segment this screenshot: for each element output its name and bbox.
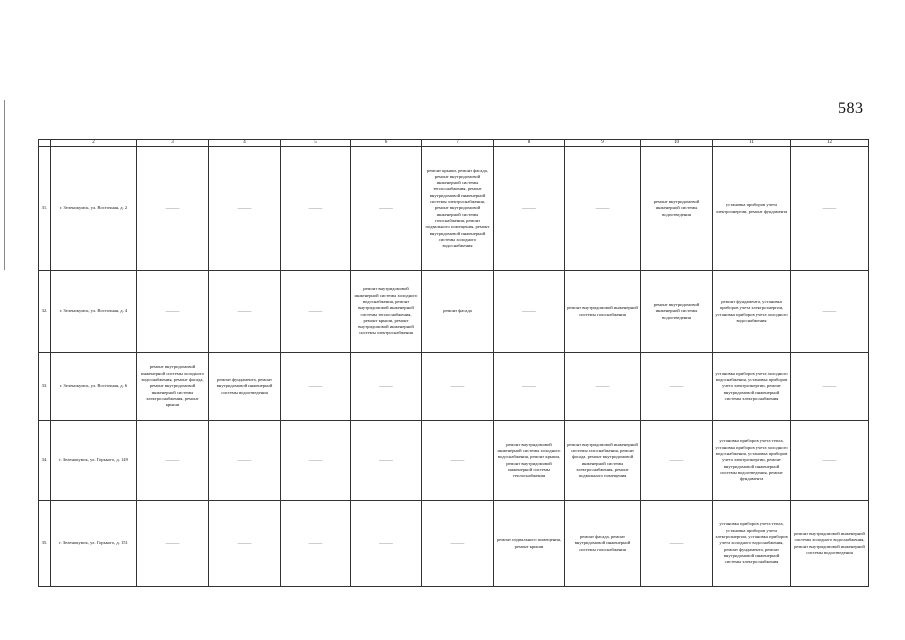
- table-cell: ремонт внутридомовой инженерной системы холодного водоснабжения, ремонт фасада, ремонт внутридомовой инженерной системы электроснабжения, ремонт крыши: [137, 353, 209, 421]
- row-number: 32.: [39, 271, 51, 353]
- row-number: 34.: [39, 421, 51, 501]
- header-cell: 9: [565, 140, 641, 147]
- table-cell: ремонт внутридомовой инженерной системы газоснабжения: [565, 271, 641, 353]
- header-cell: 11: [713, 140, 791, 147]
- table-cell: ———: [281, 271, 351, 353]
- row-number: 35.: [39, 501, 51, 587]
- page-number: 583: [838, 100, 864, 117]
- table-row: [39, 147, 869, 271]
- table-cell: ———: [422, 421, 494, 501]
- table-cell: ———: [422, 353, 494, 421]
- header-cell: 4: [209, 140, 281, 147]
- table-cell: ———: [565, 147, 641, 271]
- table-cell: ———: [791, 353, 869, 421]
- table-cell: ———: [281, 421, 351, 501]
- table-cell: ———: [281, 501, 351, 587]
- table-cell: ———: [137, 501, 209, 587]
- table-cell: ———: [494, 147, 565, 271]
- header-cell: 8: [494, 140, 565, 147]
- table-cell: ———: [137, 147, 209, 271]
- table-cell: ремонт фундамента, установка приборов учета электроэнергии, установка приборов учета холодного водоснабжения: [713, 271, 791, 353]
- table-cell: ремонт фундамента, ремонт внутридомовой инженерной системы водоотведения: [209, 353, 281, 421]
- header-cell: 3: [137, 140, 209, 147]
- table-cell: ———: [137, 421, 209, 501]
- row-number: 31.: [39, 147, 51, 271]
- table-cell: ———: [791, 271, 869, 353]
- table-row: [39, 353, 869, 421]
- table-cell: установка приборов учета электроэнергии, ремонт фундамента: [713, 147, 791, 271]
- table-cell: ———: [351, 147, 422, 271]
- table-cell: ———: [494, 271, 565, 353]
- table-cell: ———: [351, 353, 422, 421]
- table-cell: ремонт внутридомовой инженерной системы холодного водоснабжения, ремонт внутридомовой инженерной системы теплоснабжения, ремонт крыши, ремонт внутридомовой инженерной системы электроснабжения: [351, 271, 422, 353]
- table-cell: ———: [209, 501, 281, 587]
- table-cell: установка приборов учета тепла, установка приборов учета электроэнергии, установка приборов учета холодного водоснабжения, ремонт фундамента, ремонт внутридомовой инженерной системы электроснабжения: [713, 501, 791, 587]
- table-cell: ремонт внутридомовой инженерной системы газоснабжения, ремонт фасада, ремонт внутридомовой инженерной системы электроснабжения, ремонт подвального помещения: [565, 421, 641, 501]
- table-cell: ———: [641, 353, 713, 421]
- table-cell: ———: [351, 421, 422, 501]
- table-cell: ———: [641, 501, 713, 587]
- repair-schedule-table: [38, 139, 869, 587]
- table-row: [39, 271, 869, 353]
- binding-margin-line: [4, 100, 5, 270]
- table-cell: ———: [791, 147, 869, 271]
- address-cell: г. Зеленокумск, ул. Восточная, д. 6: [51, 353, 137, 421]
- table-cell: ремонт фасада: [422, 271, 494, 353]
- address-cell: г. Зеленокумск, ул. Восточная, д. 4: [51, 271, 137, 353]
- table-cell: ———: [137, 271, 209, 353]
- table-cell: установка приборов учета тепла, установка приборов учета холодного водоснабжения, установка приборов учета электроэнергии, ремонт внутридомовой инженерной системы водоотведения, ремонт фундамента: [713, 421, 791, 501]
- table-cell: ремонт подвального помещения, ремонт крыши: [494, 501, 565, 587]
- table-cell: ———: [422, 501, 494, 587]
- table-cell: ———: [351, 501, 422, 587]
- header-cell: 2: [51, 140, 137, 147]
- header-cell: 10: [641, 140, 713, 147]
- table-cell: ремонт фасада, ремонт внутридомовой инженерной системы газоснабжения: [565, 501, 641, 587]
- header-row: [39, 140, 869, 147]
- header-cell: 6: [351, 140, 422, 147]
- table-cell: ———: [494, 353, 565, 421]
- table-cell: ремонт внутридомовой инженерной системы холодного водоснабжения, ремонт крыши, ремонт внутридомовой инженерной системы теплоснабжения: [494, 421, 565, 501]
- table-cell: ———: [281, 353, 351, 421]
- table-body: [39, 140, 869, 587]
- table-cell: ———: [281, 147, 351, 271]
- table-cell: установка приборов учета холодного водоснабжения, установка приборов учета электроэнергии, ремонт внутридомовой инженерной системы электроснабжения: [713, 353, 791, 421]
- address-cell: г. Зеленокумск, ул. Восточная, д. 2: [51, 147, 137, 271]
- header-cell: 12: [791, 140, 869, 147]
- table-cell: ———: [209, 147, 281, 271]
- header-cell: [39, 140, 51, 147]
- table-row: [39, 501, 869, 587]
- table-cell: ремонт внутридомовой инженерной системы холодного водоснабжения, ремонт внутридомовой инженерной системы водоотведения: [791, 501, 869, 587]
- row-number: 33.: [39, 353, 51, 421]
- table-cell: ремонт крыши, ремонт фасада, ремонт внутридомовой инженерной системы теплоснабжения, ремонт внутридомовой инженерной системы электроснабжения, ремонт внутридомовой инженерной системы газоснабжения, ремонт подвального помещения, ремонт внутридомовой инженерной системы холодного водоснабжения: [422, 147, 494, 271]
- table-cell: ремонт внутридомовой инженерной системы водоотведения: [641, 271, 713, 353]
- table-cell: ———: [641, 421, 713, 501]
- table-cell: ———: [791, 421, 869, 501]
- address-cell: г. Зеленокумск, ул. Горького, д. 149: [51, 421, 137, 501]
- header-cell: 5: [281, 140, 351, 147]
- table-cell: ———: [209, 421, 281, 501]
- header-cell: 7: [422, 140, 494, 147]
- table-cell: ремонт внутридомовой инженерной системы водоотведения: [641, 147, 713, 271]
- table-row: [39, 421, 869, 501]
- table-cell: ———: [565, 353, 641, 421]
- address-cell: г. Зеленокумск, ул. Горького, д. 151: [51, 501, 137, 587]
- table-cell: ———: [209, 271, 281, 353]
